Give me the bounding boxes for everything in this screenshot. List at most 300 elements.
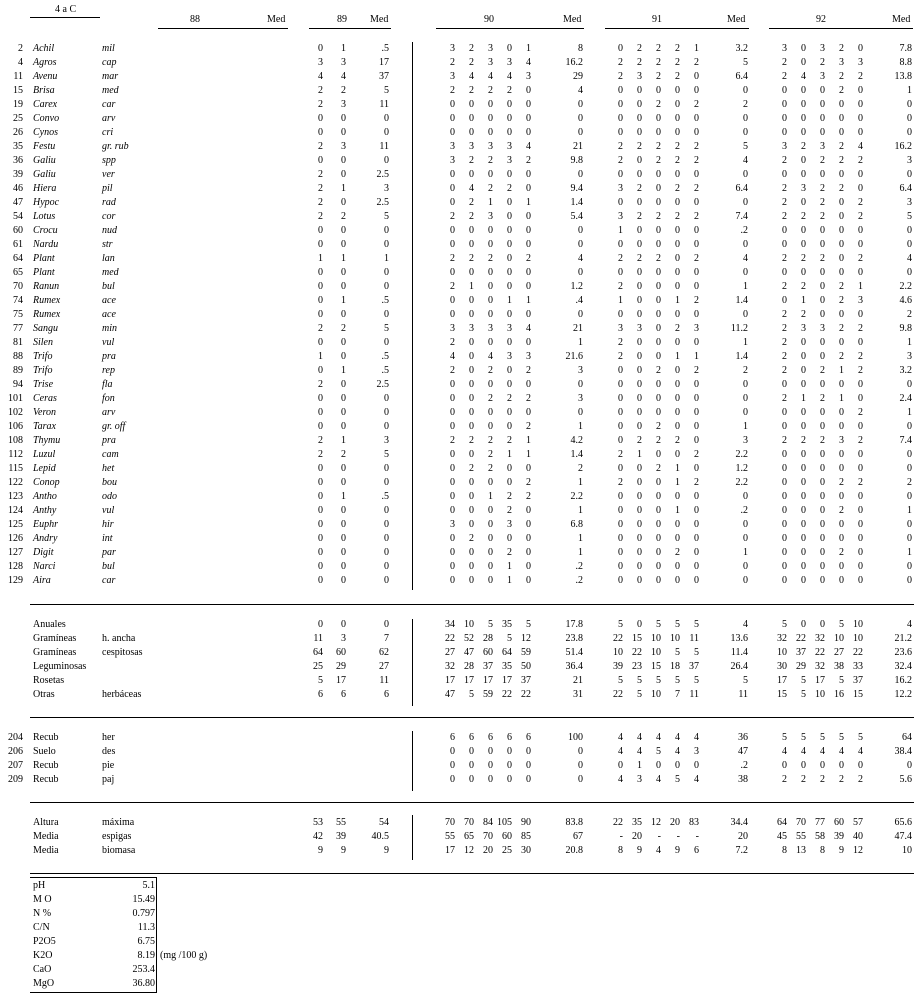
species-epithet: arv	[102, 407, 116, 418]
species-value-91: 0	[675, 197, 680, 208]
species-value-91: 0	[637, 127, 642, 138]
species-epithet: rep	[102, 365, 115, 376]
species-value-91: 0	[637, 85, 642, 96]
species-number: 65	[13, 267, 23, 278]
species-value-91: 2	[637, 43, 642, 54]
species-value-92: 0	[801, 547, 806, 558]
species-median-91: 11.2	[730, 323, 748, 334]
species-value-90: 0	[526, 225, 531, 236]
group-value-91: 5	[618, 675, 623, 686]
species-value-90: 4	[526, 141, 531, 152]
species-value-89: 0	[341, 463, 346, 474]
species-genus: Ranun	[33, 281, 60, 292]
species-median-89: 0	[384, 267, 389, 278]
height-qualifier: máxima	[102, 817, 135, 828]
species-value-91: 0	[637, 547, 642, 558]
cover-median-92: 5.6	[899, 774, 912, 785]
species-genus: Nardu	[33, 239, 59, 250]
species-value-90: 0	[450, 561, 455, 572]
species-value-90: 0	[469, 239, 474, 250]
species-median-90: 0	[578, 113, 583, 124]
species-value-92: 0	[820, 169, 825, 180]
species-median-89: 0	[384, 127, 389, 138]
species-value-90: 0	[507, 253, 512, 264]
species-value-90: 2	[507, 183, 512, 194]
species-median-90: 4	[578, 85, 583, 96]
species-value-92: 0	[839, 99, 844, 110]
cover-value-90: 0	[488, 760, 493, 771]
group-value-89: 64	[313, 647, 323, 658]
species-value-92: 0	[801, 491, 806, 502]
species-value-89: 2	[318, 85, 323, 96]
species-median-89: 0	[384, 519, 389, 530]
species-value-92: 0	[801, 99, 806, 110]
height-value-91: 4	[656, 845, 661, 856]
species-median-90: .4	[575, 295, 583, 306]
group-value-90: 17	[483, 675, 493, 686]
species-value-89: 2	[318, 169, 323, 180]
group-value-90: 17	[502, 675, 512, 686]
species-value-92: 0	[782, 421, 787, 432]
cover-value-91: 4	[637, 746, 642, 757]
height-value-92: 45	[777, 831, 787, 842]
species-value-90: 0	[488, 505, 493, 516]
species-value-89: 0	[318, 309, 323, 320]
species-value-90: 3	[507, 141, 512, 152]
species-value-92: 0	[839, 379, 844, 390]
height-value-90: 70	[445, 817, 455, 828]
species-value-92: 2	[782, 183, 787, 194]
species-value-92: 0	[801, 533, 806, 544]
species-value-91: 0	[675, 519, 680, 530]
group-value-90: 60	[483, 647, 493, 658]
species-value-90: 2	[488, 155, 493, 166]
cover-value-92: 2	[858, 774, 863, 785]
species-value-90: 0	[526, 337, 531, 348]
species-value-92: 0	[820, 477, 825, 488]
species-epithet: str	[102, 239, 113, 250]
species-value-91: 1	[675, 477, 680, 488]
species-value-92: 2	[782, 337, 787, 348]
species-value-92: 2	[782, 309, 787, 320]
species-value-91: 2	[694, 141, 699, 152]
group-median-90: 51.4	[565, 647, 583, 658]
species-value-89: 0	[341, 547, 346, 558]
species-number: 81	[13, 337, 23, 348]
cover-qualifier: her	[102, 732, 115, 743]
species-value-92: 1	[839, 365, 844, 376]
species-median-90: 9.8	[570, 155, 583, 166]
species-value-92: 0	[858, 239, 863, 250]
species-value-92: 0	[858, 449, 863, 460]
cover-qualifier: des	[102, 746, 116, 757]
species-value-90: 3	[488, 57, 493, 68]
species-epithet: arv	[102, 113, 116, 124]
species-value-89: 0	[318, 365, 323, 376]
species-value-90: 0	[469, 575, 474, 586]
species-number: 112	[8, 449, 23, 460]
species-value-91: 0	[656, 379, 661, 390]
species-median-91: 0	[743, 113, 748, 124]
height-median-92: 65.6	[894, 817, 912, 828]
species-value-90: 2	[488, 183, 493, 194]
species-value-89: 2	[318, 323, 323, 334]
species-value-90: 2	[507, 435, 512, 446]
cover-value-90: 0	[469, 746, 474, 757]
species-value-91: 2	[694, 365, 699, 376]
species-value-90: 0	[488, 239, 493, 250]
group-value-90: 5	[488, 619, 493, 630]
species-value-92: 0	[858, 43, 863, 54]
species-value-91: 1	[618, 225, 623, 236]
species-value-91: 1	[618, 295, 623, 306]
group-value-90: 22	[502, 689, 512, 700]
species-value-92: 2	[820, 435, 825, 446]
cover-median-92: 64	[902, 732, 912, 743]
species-value-91: 0	[637, 113, 642, 124]
species-genus: Luzul	[33, 449, 56, 460]
species-value-91: 0	[675, 225, 680, 236]
group-value-90: 22	[521, 689, 531, 700]
species-number: 60	[13, 225, 23, 236]
species-value-91: 0	[694, 225, 699, 236]
species-value-90: 1	[507, 561, 512, 572]
species-value-92: 2	[839, 183, 844, 194]
species-value-91: 2	[618, 155, 623, 166]
group-value-90: 37	[483, 661, 493, 672]
species-median-92: 16.2	[894, 141, 912, 152]
species-value-89: 2	[318, 435, 323, 446]
species-value-92: 0	[858, 575, 863, 586]
cover-name: Suelo	[33, 746, 56, 757]
species-value-89: 2	[318, 99, 323, 110]
species-value-91: 2	[694, 211, 699, 222]
species-value-91: 2	[694, 253, 699, 264]
group-median-92: 21.2	[894, 633, 912, 644]
species-genus: Aira	[33, 575, 51, 586]
species-value-90: 2	[507, 491, 512, 502]
species-value-90: 1	[469, 281, 474, 292]
group-median-89: 7	[384, 633, 389, 644]
species-median-91: 4	[743, 155, 748, 166]
group-value-91: 10	[613, 647, 623, 658]
species-genus: Narci	[33, 561, 56, 572]
species-value-90: 2	[450, 281, 455, 292]
species-median-91: 1.4	[735, 295, 748, 306]
year-88-med-label: Med	[267, 14, 286, 25]
species-value-90: 3	[526, 351, 531, 362]
species-value-92: 2	[782, 57, 787, 68]
height-value-92: 13	[796, 845, 806, 856]
species-epithet: bul	[102, 281, 115, 292]
species-genus: Trise	[33, 379, 54, 390]
species-value-92: 2	[782, 197, 787, 208]
species-epithet: spp	[102, 155, 116, 166]
species-median-92: 1	[907, 505, 912, 516]
species-median-90: 1	[578, 421, 583, 432]
species-number: 35	[13, 141, 23, 152]
species-value-90: 2	[469, 435, 474, 446]
species-value-91: 0	[637, 351, 642, 362]
cover-value-92: 5	[839, 732, 844, 743]
height-value-92: 57	[853, 817, 863, 828]
species-value-91: 0	[694, 169, 699, 180]
species-value-91: 0	[637, 337, 642, 348]
species-value-90: 0	[507, 309, 512, 320]
group-value-89: 11	[313, 633, 323, 644]
species-value-92: 0	[820, 127, 825, 138]
species-value-90: 2	[507, 547, 512, 558]
species-epithet: bul	[102, 561, 115, 572]
species-value-91: 0	[656, 491, 661, 502]
species-value-92: 0	[858, 309, 863, 320]
species-value-91: 0	[694, 421, 699, 432]
species-value-91: 0	[637, 463, 642, 474]
species-value-90: 0	[450, 393, 455, 404]
species-median-92: 2.2	[899, 281, 912, 292]
species-median-90: 5.4	[570, 211, 583, 222]
cover-value-92: 0	[801, 760, 806, 771]
year-90-med-label: Med	[563, 14, 582, 25]
species-median-90: 8	[578, 43, 583, 54]
species-value-92: 0	[839, 267, 844, 278]
species-value-91: 2	[637, 253, 642, 264]
species-value-92: 2	[858, 155, 863, 166]
species-median-92: 0	[907, 533, 912, 544]
group-median-89: 6	[384, 689, 389, 700]
species-value-92: 0	[782, 561, 787, 572]
species-genus: Lotus	[33, 211, 56, 222]
group-value-92: 15	[777, 689, 787, 700]
species-median-90: 1	[578, 533, 583, 544]
species-value-91: 0	[637, 561, 642, 572]
species-genus: Euphr	[33, 519, 58, 530]
species-value-90: 3	[526, 71, 531, 82]
species-value-92: 0	[782, 477, 787, 488]
species-value-91: 0	[637, 295, 642, 306]
species-value-92: 2	[839, 281, 844, 292]
species-value-92: 0	[858, 505, 863, 516]
soil-box-bottom	[30, 992, 157, 993]
species-value-92: 2	[858, 435, 863, 446]
species-value-90: 0	[450, 225, 455, 236]
species-value-90: 0	[469, 547, 474, 558]
species-epithet: ver	[102, 169, 115, 180]
species-value-91: 1	[675, 505, 680, 516]
species-value-90: 4	[450, 351, 455, 362]
group-value-90: 59	[483, 689, 493, 700]
species-value-90: 2	[450, 365, 455, 376]
species-median-92: 3.2	[899, 365, 912, 376]
species-value-92: 2	[839, 351, 844, 362]
species-value-90: 0	[450, 533, 455, 544]
species-median-89: 0	[384, 113, 389, 124]
species-value-91: 0	[637, 533, 642, 544]
species-median-91: 0	[743, 519, 748, 530]
species-value-90: 0	[450, 505, 455, 516]
species-value-92: 0	[858, 463, 863, 474]
species-value-90: 3	[469, 141, 474, 152]
group-value-91: 5	[675, 619, 680, 630]
species-value-92: 0	[782, 267, 787, 278]
height-value-92: 60	[834, 817, 844, 828]
cover-value-91: 0	[694, 760, 699, 771]
group-value-91: 15	[632, 633, 642, 644]
species-value-89: 0	[341, 379, 346, 390]
species-value-90: 2	[469, 155, 474, 166]
species-value-91: 0	[618, 169, 623, 180]
species-value-90: 0	[450, 379, 455, 390]
species-genus: Silen	[33, 337, 53, 348]
height-median-89: 40.5	[371, 831, 389, 842]
species-value-90: 2	[469, 463, 474, 474]
species-value-89: 0	[318, 463, 323, 474]
species-value-92: 0	[820, 547, 825, 558]
species-value-92: 0	[801, 463, 806, 474]
species-median-90: 0	[578, 99, 583, 110]
species-median-90: 0	[578, 225, 583, 236]
species-number: 89	[13, 365, 23, 376]
height-median-90: 20.8	[565, 845, 583, 856]
species-value-91: 0	[656, 449, 661, 460]
cover-value-92: 5	[782, 732, 787, 743]
species-value-91: 0	[618, 407, 623, 418]
cover-median-90: 100	[568, 732, 583, 743]
cover-value-91: 4	[637, 732, 642, 743]
species-value-92: 0	[820, 561, 825, 572]
species-value-91: 0	[694, 491, 699, 502]
height-value-90: 84	[483, 817, 493, 828]
species-median-92: 7.4	[899, 435, 912, 446]
species-value-92: 0	[858, 183, 863, 194]
species-value-89: 0	[341, 505, 346, 516]
species-epithet: car	[102, 575, 116, 586]
species-value-91: 0	[694, 393, 699, 404]
group-name: Leguminosas	[33, 661, 87, 672]
species-value-91: 2	[694, 99, 699, 110]
species-epithet: odo	[102, 491, 117, 502]
group-value-91: 22	[613, 633, 623, 644]
species-value-91: 2	[637, 211, 642, 222]
species-value-91: 0	[637, 309, 642, 320]
species-value-92: 0	[801, 477, 806, 488]
group-value-89: 0	[318, 619, 323, 630]
species-value-90: 0	[526, 519, 531, 530]
species-value-89: 0	[318, 547, 323, 558]
species-value-90: 4	[507, 71, 512, 82]
species-value-89: 4	[318, 71, 323, 82]
species-median-91: 0	[743, 197, 748, 208]
species-value-92: 1	[839, 393, 844, 404]
height-value-91: 12	[651, 817, 661, 828]
species-value-92: 2	[801, 211, 806, 222]
group-value-91: 5	[637, 675, 642, 686]
species-value-91: 0	[675, 239, 680, 250]
species-median-90: 9.4	[570, 183, 583, 194]
species-median-92: 1	[907, 547, 912, 558]
page-title: 4 a C	[55, 4, 77, 15]
species-median-89: 0	[384, 393, 389, 404]
cover-number: 207	[8, 760, 23, 771]
species-value-92: 0	[782, 505, 787, 516]
species-value-92: 0	[801, 113, 806, 124]
group-value-92: 33	[853, 661, 863, 672]
group-value-91: 5	[694, 619, 699, 630]
species-value-91: 2	[656, 71, 661, 82]
species-value-91: 0	[656, 239, 661, 250]
species-median-90: 21	[573, 141, 583, 152]
species-value-91: 2	[656, 253, 661, 264]
species-value-91: 0	[675, 491, 680, 502]
species-value-90: 0	[488, 561, 493, 572]
species-median-92: 2.4	[899, 393, 912, 404]
species-value-90: 0	[488, 267, 493, 278]
species-value-90: 2	[507, 393, 512, 404]
species-value-90: 0	[488, 295, 493, 306]
species-value-92: 2	[801, 435, 806, 446]
group-value-91: 15	[651, 661, 661, 672]
species-value-91: 0	[694, 71, 699, 82]
species-value-90: 0	[488, 533, 493, 544]
species-value-89: 1	[341, 435, 346, 446]
species-value-90: 0	[450, 169, 455, 180]
species-value-92: 2	[858, 211, 863, 222]
height-value-91: 8	[618, 845, 623, 856]
species-value-90: 3	[450, 155, 455, 166]
species-value-90: 0	[526, 505, 531, 516]
cover-value-92: 4	[839, 746, 844, 757]
species-value-89: 0	[341, 561, 346, 572]
group-value-90: 17	[445, 675, 455, 686]
species-value-92: 0	[820, 463, 825, 474]
species-value-92: 0	[820, 309, 825, 320]
species-value-90: 0	[526, 113, 531, 124]
species-value-90: 2	[488, 393, 493, 404]
species-median-90: 29	[573, 71, 583, 82]
species-value-91: 2	[637, 183, 642, 194]
species-number: 128	[8, 561, 23, 572]
species-value-91: 2	[656, 211, 661, 222]
species-value-90: 4	[488, 351, 493, 362]
species-value-91: 0	[675, 421, 680, 432]
species-value-89: 1	[341, 253, 346, 264]
species-value-90: 2	[450, 57, 455, 68]
species-value-90: 0	[469, 267, 474, 278]
species-value-89: 0	[318, 127, 323, 138]
species-value-92: 0	[839, 225, 844, 236]
species-value-90: 0	[526, 463, 531, 474]
species-value-90: 0	[488, 547, 493, 558]
species-value-90: 0	[526, 407, 531, 418]
height-median-90: 83.8	[565, 817, 583, 828]
species-value-91: 0	[675, 253, 680, 264]
species-value-91: 0	[656, 197, 661, 208]
species-value-92: 2	[782, 365, 787, 376]
group-value-92: 37	[796, 647, 806, 658]
species-median-90: 1.4	[570, 197, 583, 208]
group-value-92: 5	[839, 675, 844, 686]
species-value-91: 0	[637, 267, 642, 278]
height-value-92: 9	[839, 845, 844, 856]
species-value-90: 0	[526, 561, 531, 572]
group-median-90: 36.4	[565, 661, 583, 672]
species-value-89: 2	[341, 449, 346, 460]
species-value-91: 0	[618, 85, 623, 96]
species-value-91: 0	[637, 477, 642, 488]
species-epithet: het	[102, 463, 115, 474]
species-value-89: 3	[341, 141, 346, 152]
species-value-91: 0	[618, 267, 623, 278]
